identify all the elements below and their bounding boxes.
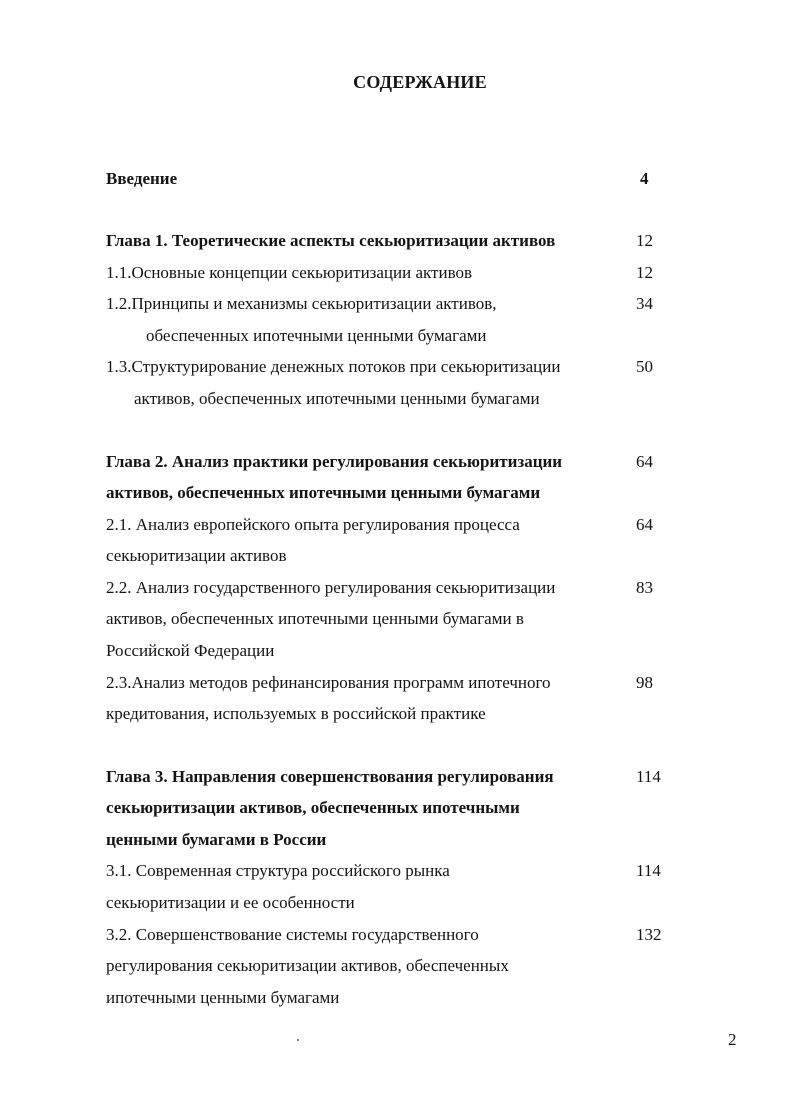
toc-page-number: 34	[636, 294, 653, 313]
section-line: 1.3.Структурирование денежных потоков при секьюритизации	[106, 357, 561, 376]
section-line: секьюритизации активов	[106, 546, 287, 565]
section-line: активов, обеспеченных ипотечными ценными бумагами	[134, 389, 540, 408]
toc-page-number: 64	[636, 452, 653, 471]
chapter-heading: Глава 1. Теоретические аспекты секьюритизации активов	[106, 231, 556, 250]
toc-page-number: 12	[636, 263, 653, 282]
section-line: 1.1.Основные концепции секьюритизации активов	[106, 263, 473, 282]
section-line: активов, обеспеченных ипотечными ценными бумагами в	[106, 609, 524, 628]
section-line: 2.1. Анализ европейского опыта регулирования процесса	[106, 515, 520, 534]
chapter-heading: Глава 2. Анализ практики регулирования секьюритизации	[106, 452, 563, 471]
section-line: секьюритизации и ее особенности	[106, 893, 355, 912]
page-title: СОДЕРЖАНИЕ	[353, 72, 487, 92]
toc-page-number: 83	[636, 578, 653, 597]
chapter-heading: ценными бумагами в России	[106, 830, 327, 849]
toc-page-number: 4	[640, 169, 649, 188]
section-line: 3.2. Совершенствование системы государственного	[106, 925, 479, 944]
toc-entry-label: Введение	[106, 169, 178, 188]
toc-page-number: 132	[636, 925, 662, 944]
scan-speck	[297, 1039, 299, 1041]
toc-page-number: 98	[636, 673, 653, 692]
section-line: 1.2.Принципы и механизмы секьюритизации активов,	[106, 294, 497, 313]
toc-page-number: 114	[636, 861, 661, 880]
chapter-heading: секьюритизации активов, обеспеченных ипотечными	[106, 798, 520, 817]
section-line: регулирования секьюритизации активов, обеспеченных	[106, 956, 509, 975]
chapter-heading: Глава 3. Направления совершенствования регулирования	[106, 767, 554, 786]
toc-page-number: 114	[636, 767, 661, 786]
toc-page-number: 64	[636, 515, 653, 534]
toc-page-number: 12	[636, 231, 653, 250]
section-line: ипотечными ценными бумагами	[106, 988, 340, 1007]
section-line: кредитования, используемых в российской практике	[106, 704, 486, 723]
page-number: 2	[728, 1030, 737, 1049]
section-line: 2.3.Анализ методов рефинансирования программ ипотечного	[106, 673, 551, 692]
section-line: 3.1. Современная структура российского рынка	[106, 861, 450, 880]
section-line: обеспеченных ипотечными ценными бумагами	[146, 326, 487, 345]
section-line: 2.2. Анализ государственного регулирования секьюритизации	[106, 578, 556, 597]
section-line: Российской Федерации	[106, 641, 275, 660]
chapter-heading: активов, обеспеченных ипотечными ценными бумагами	[106, 483, 541, 502]
toc-page-number: 50	[636, 357, 653, 376]
